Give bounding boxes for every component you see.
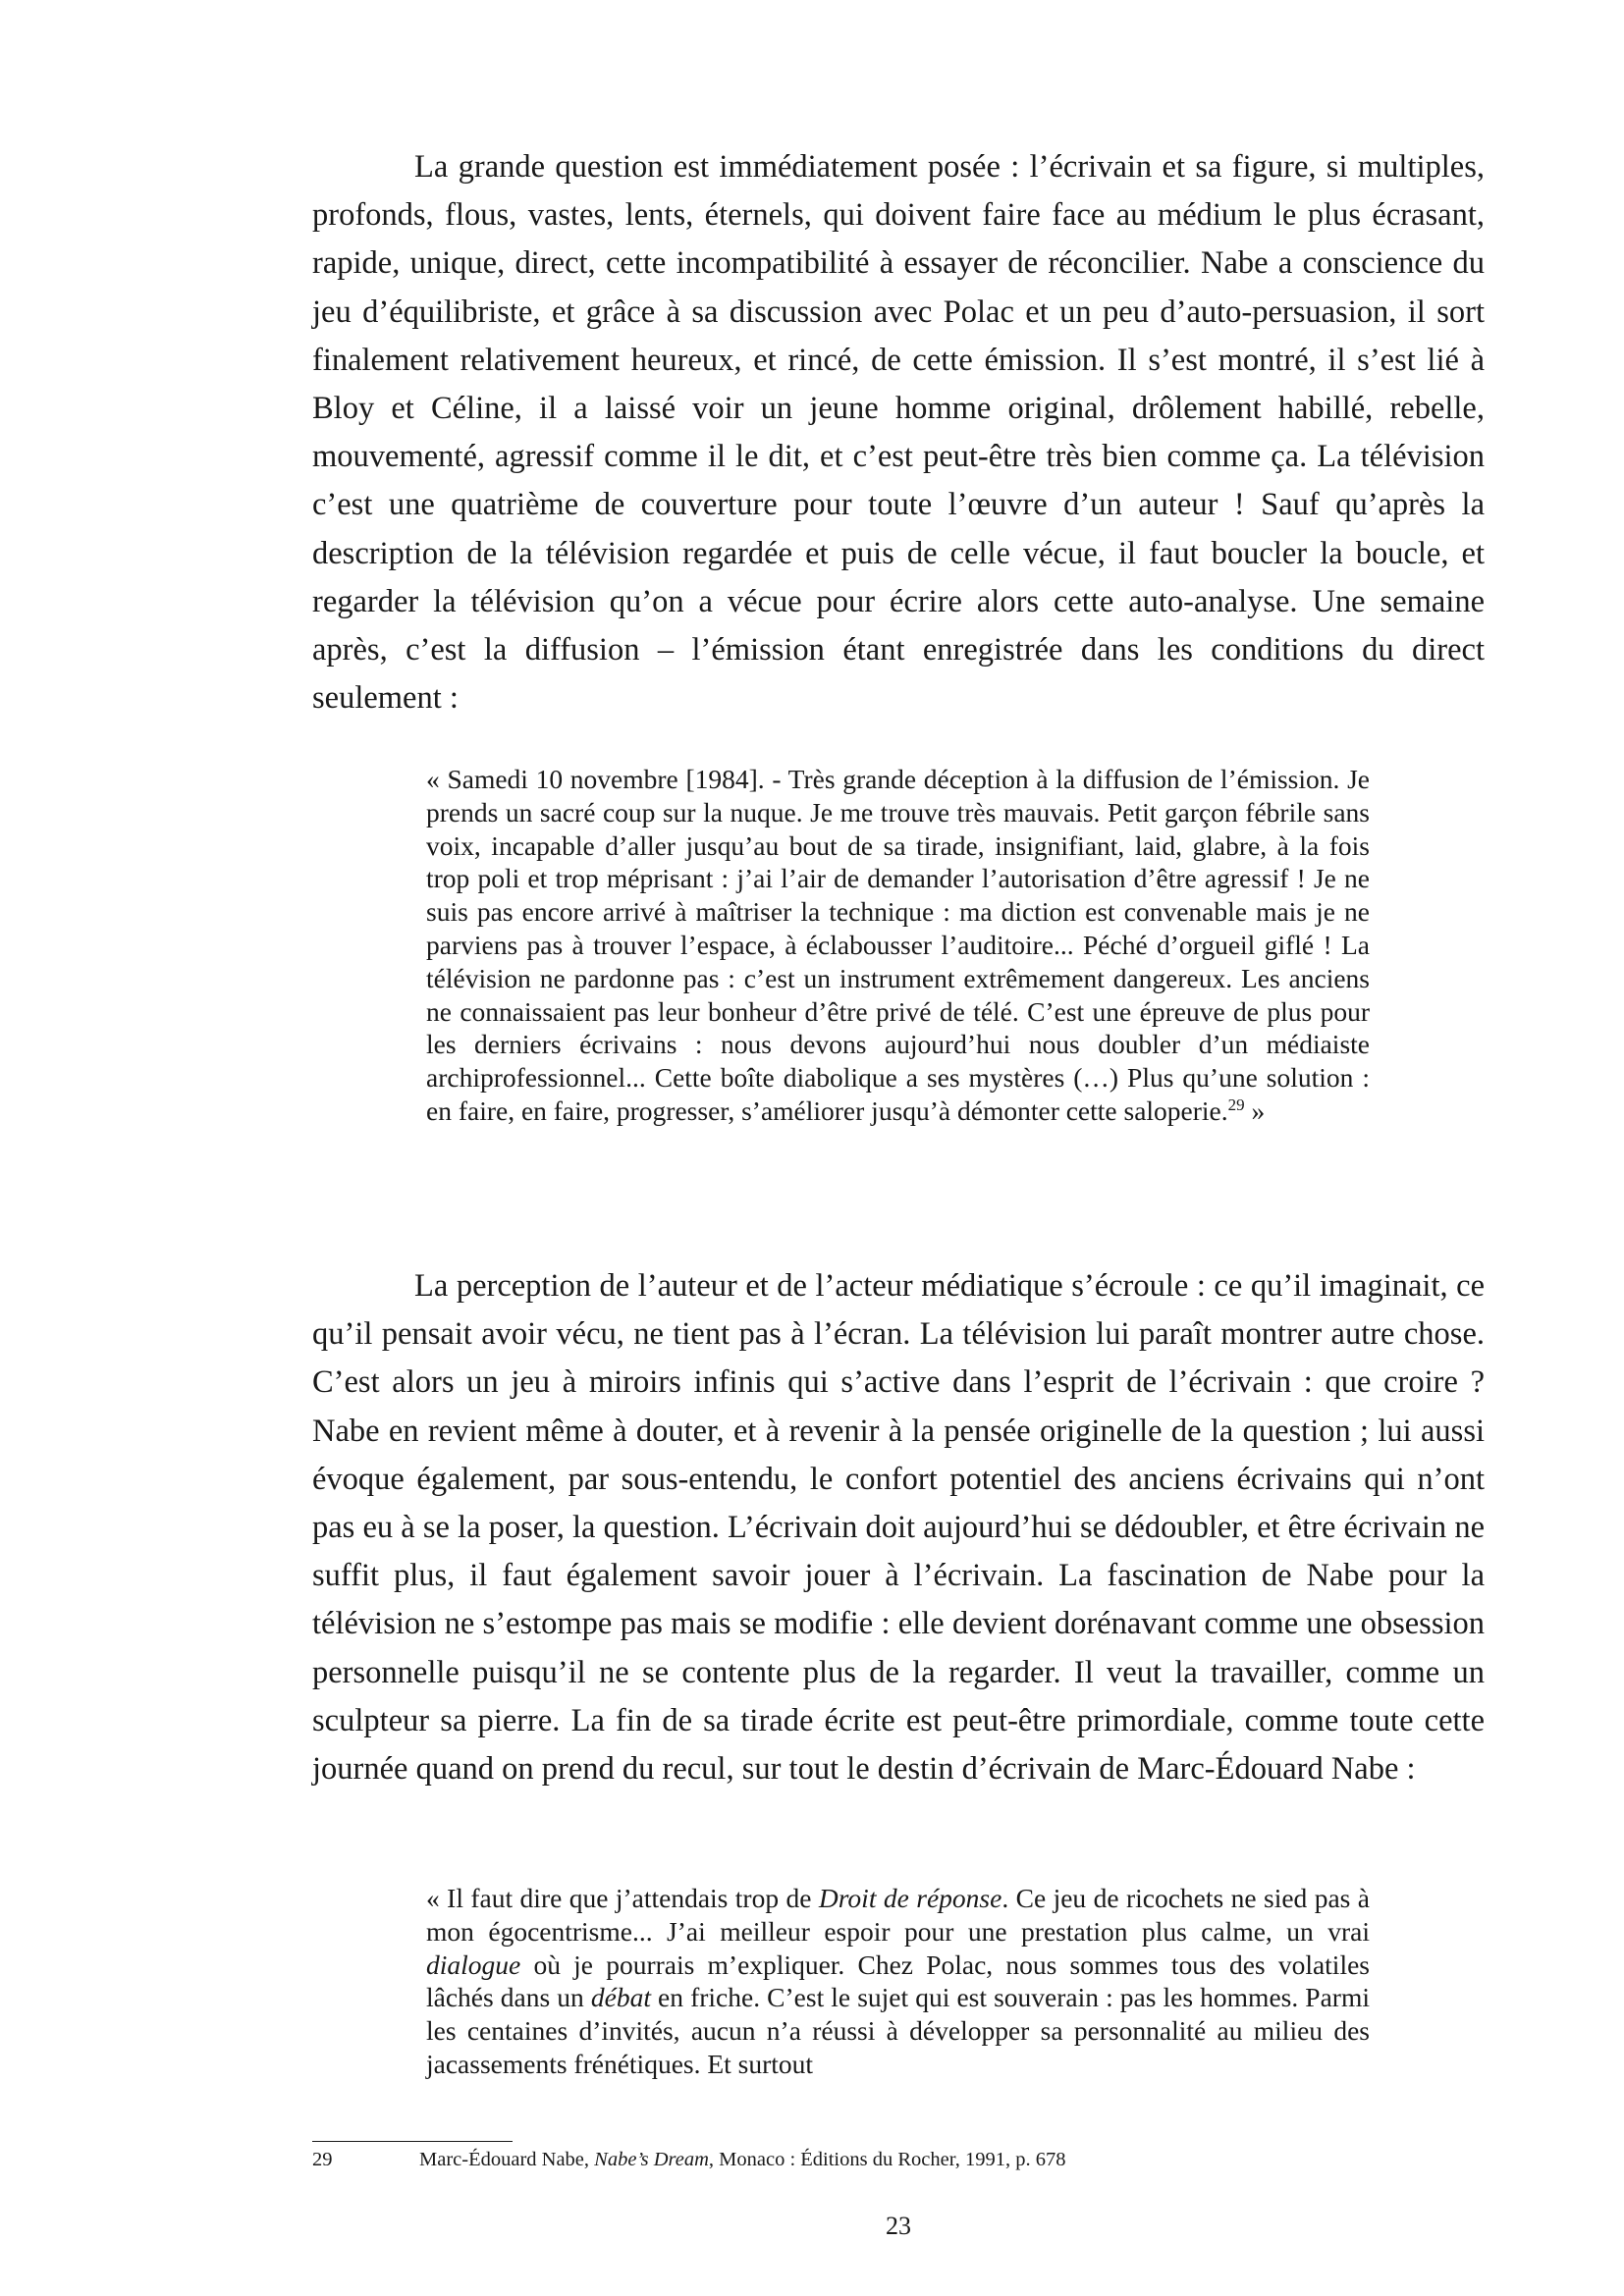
quote-emphasis: dialogue xyxy=(426,1949,521,1980)
quote-text: « Il faut dire que j’attendais trop de xyxy=(426,1883,819,1913)
quote-text: en friche. C’est le sujet qui est souverain : pas les hommes. Parmi les centaines d’invités, aucun n’a réussi à développer sa personnalité au milieu des jacassements frénétiques. Et surtout xyxy=(426,1982,1370,2079)
footnote xyxy=(312,2146,1485,2173)
block-quote xyxy=(426,763,1370,1128)
footnote-reference[interactable]: 29 xyxy=(1227,1095,1245,1114)
footnote-number: 29 xyxy=(312,2149,333,2170)
footnote-separator xyxy=(312,2141,513,2142)
quote-text: . Ce jeu de ricochets ne sied pas à mon égocentrisme... J’ai meilleur espoir pour une prestation plus calme, un vrai xyxy=(426,1883,1371,1947)
document-page xyxy=(312,0,1485,2296)
footnote-title: Nabe’s Dream xyxy=(594,2149,709,2170)
body-paragraph: La perception de l’auteur et de l’acteur médiatique s’écroule : ce qu’il imaginait, ce qu’il pensait avoir vécu, ne tient pas à l’écran. La télévision lui paraît montrer autre chose. C’est alors un jeu à miroirs infinis qui s’active dans l’esprit de l’écrivain : que croire ? Nabe en revient même à douter, et à revenir à la pensée originelle de la question ; lui aussi évoque également, par sous-entendu, le confort potentiel des anciens écrivains qui n’ont pas eu à se la poser, la question. L’écrivain doit aujourd’hui se dédoubler, et être écrivain ne suffit plus, il faut également savoir jouer à l’écrivain. La fascination de Nabe pour la télévision ne s’estompe pas mais se modifie : elle devient dorénavant comme une obsession personnelle puisqu’il ne se contente plus de la regarder. Il veut la travailler, comme un sculpteur sa pierre. La fin de sa tirade écrite est peut-être primordiale, comme toute cette journée quand on prend du recul, sur tout le destin d’écrivain de Marc-Édouard Nabe : xyxy=(312,1268,1485,1788)
footnote-author: Marc-Édouard Nabe, xyxy=(419,2149,595,2170)
quote-text: « Samedi 10 novembre [1984]. - Très grande déception à la diffusion de l’émission. Je prends un sacré coup sur la nuque. Je me trouve très mauvais. Petit garçon fébrile sans voix, incapable d’aller jusqu’au bout de sa tirade, insignifiant, laid, glabre, à la fois trop poli et trop méprisant : j’ai l’air de demander l’autorisation d’être agressif ! Je ne suis pas encore arrivé à maîtriser la technique : ma diction est convenable mais je ne parviens pas à trouver l’espace, à éclabousser l’auditoire... Péché d’orgueil giflé ! La télévision ne pardonne pas : c’est un instrument extrêmement dangereux. Les anciens ne connaissaient pas leur bonheur d’être privé de télé. C’est une épreuve de plus pour les derniers écrivains : nous devons aujourd’hui nous doubler d’un médiaiste archiprofessionnel... Cette boîte diabolique a ses mystères (…) Plus qu’une solution : en faire, en faire, progresser, s’améliorer jusqu’à démonter cette saloperie. xyxy=(426,764,1370,1126)
quote-emphasis: débat xyxy=(590,1982,651,2013)
quote-text: où je pourrais m’expliquer. Chez Polac, nous sommes tous des volatiles lâchés dans un xyxy=(426,1949,1370,2013)
footnote-details: , Monaco : Éditions du Rocher, 1991, p. 678 xyxy=(708,2149,1066,2170)
quote-closing-mark: » xyxy=(1244,1095,1266,1126)
quote-emphasis: Droit de réponse xyxy=(818,1883,1002,1913)
block-quote xyxy=(426,1882,1370,2081)
body-paragraph: La grande question est immédiatement posée : l’écrivain et sa figure, si multiples, profonds, flous, vastes, lents, éternels, qui doivent faire face au médium le plus écrasant, rapide, unique, direct, cette incompatibilité à essayer de réconcilier. Nabe a conscience du jeu d’équilibriste, et grâce à sa discussion avec Polac et un peu d’auto-persuasion, il sort finalement relativement heureux, et rincé, de cette émission. Il s’est montré, il s’est lié à Bloy et Céline, il a laissé voir un jeune homme original, drôlement habillé, rebelle, mouvementé, agressif comme il le dit, et c’est peut-être très bien comme ça. La télévision c’est une quatrième de couverture pour toute l’œuvre d’un auteur ! Sauf qu’après la description de la télévision regardée et puis de celle vécue, il faut boucler la boucle, et regarder la télévision qu’on a vécue pour écrire alors cette auto-analyse. Une semaine après, c’est la diffusion – l’émission étant enregistrée dans les conditions du direct seulement : xyxy=(312,149,1485,717)
page-number: 23 xyxy=(886,2212,911,2240)
